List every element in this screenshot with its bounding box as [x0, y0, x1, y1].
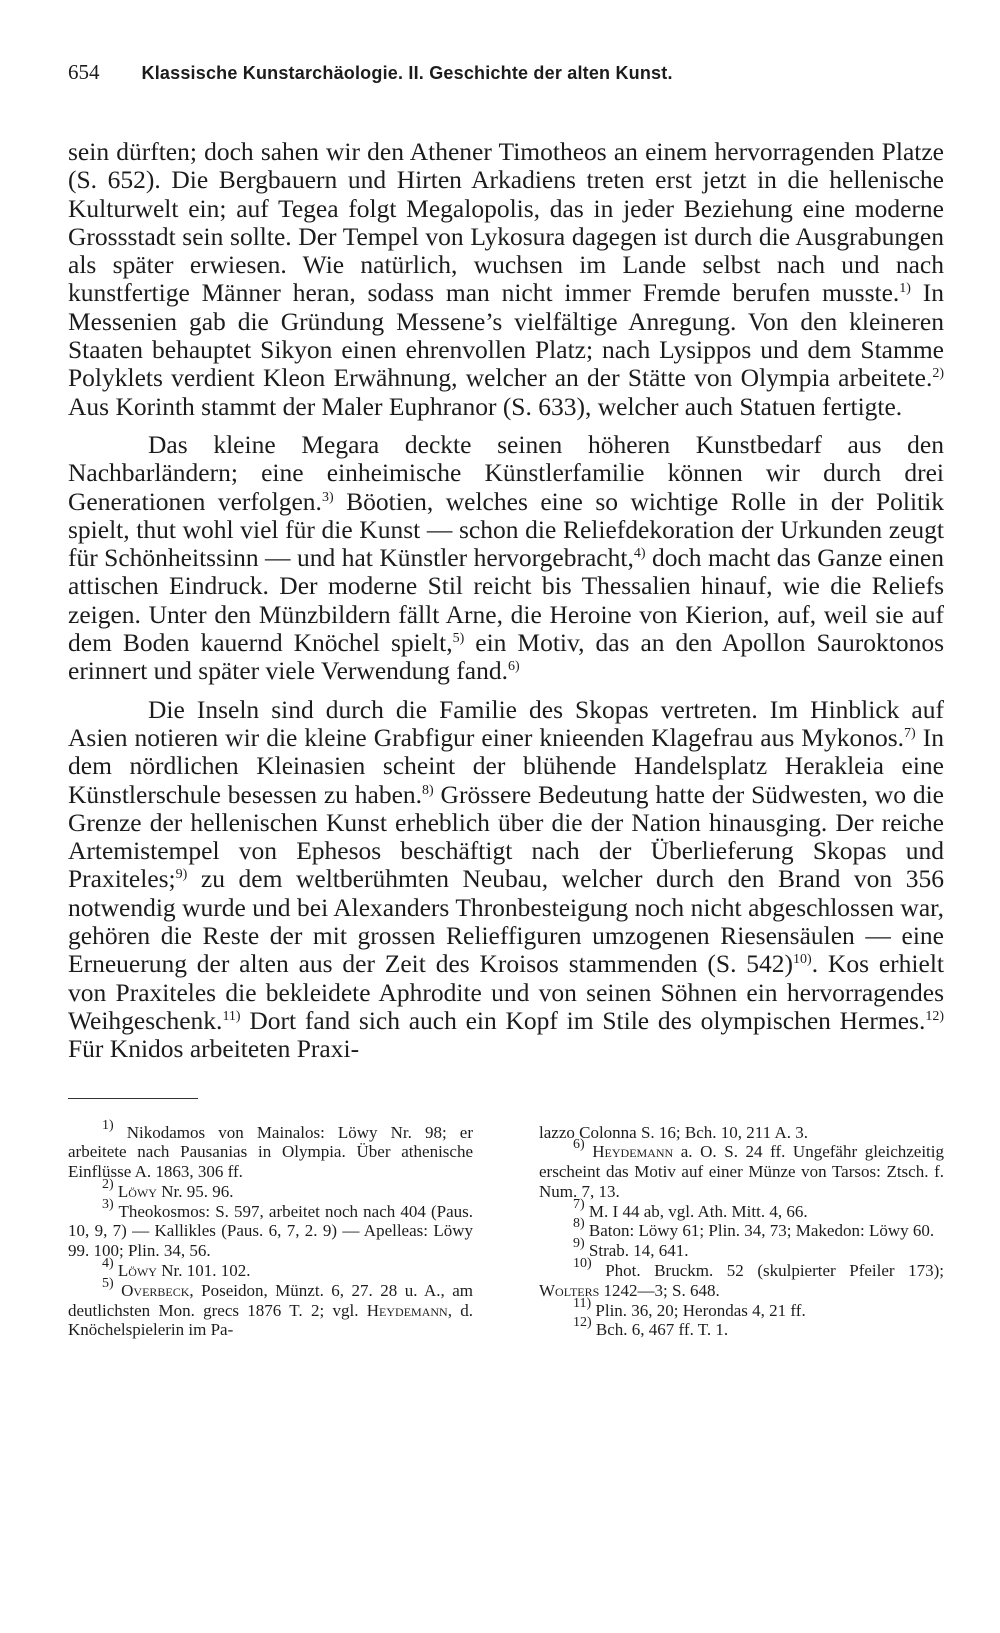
- footnote-text: M. I 44 ab, vgl. Ath. Mitt. 4, 66.: [584, 1201, 808, 1221]
- text-run: Für Knidos arbeiteten Praxi-: [68, 1034, 360, 1064]
- text-run: Grössere Bedeutung hatte der Südwesten, wo die Grenze der hellenischen Kunst erheblich über die der Nation hinausging. Der reiche Artemistempel von Ephesos beschäftigt nach der Überlieferung Skopas und Praxiteles;: [68, 779, 944, 894]
- page-number: 654: [68, 60, 100, 84]
- paragraph-3: [68, 696, 944, 1064]
- running-head: Klassische Kunstarchäologie. II. Geschichte der alten Kunst.: [141, 63, 673, 83]
- footnote-text: Plin. 36, 20; Herondas 4, 21 ff.: [591, 1300, 806, 1320]
- footnote-text: Theokosmos: S. 597, arbeitet noch nach 404 (Paus. 10, 9, 7) — Kallikles (Paus. 6, 7, 2. 9) — Apelleas: Löwy 99. 100; Plin. 34, 56.: [68, 1201, 473, 1261]
- footnote-mark: 12): [573, 1315, 592, 1331]
- footnote-text: Nr. 101. 102.: [156, 1261, 251, 1281]
- author-name: Heydemann: [592, 1142, 674, 1162]
- footnote-mark: 7): [573, 1196, 585, 1212]
- text-run: Aus Korinth stammt der Maler Euphranor (S. 633), welcher auch Statuen fertigte.: [68, 391, 903, 421]
- text-run: Böotien, welches eine so wichtige Rolle in der Politik spielt, thut wohl viel für die Kunst — schon die Reliefdekoration der Urkunden zeugt für Schönheitssinn — und hat Künstler hervorgebracht,: [68, 486, 944, 573]
- text-run: Die Inseln sind durch die Familie des Skopas vertreten. Im Hinblick auf Asien notieren wir die kleine Grabfigur einer knieenden Klagefrau aus Mykonos.: [68, 694, 944, 752]
- footnote-mark: 9): [573, 1236, 585, 1252]
- footnote-mark: 8): [573, 1216, 585, 1232]
- footnote-5: [68, 1275, 474, 1340]
- author-name: Overbeck: [121, 1280, 190, 1300]
- footnote-ref-1: 1): [899, 281, 911, 297]
- author-name: Löwy: [117, 1261, 157, 1281]
- main-text: [68, 138, 944, 1064]
- footnote-text: Nikodamos von Mainalos: Löwy Nr. 98; er arbeitete nach Pausanias in Olympia. Über athenische Einflüsse A. 1863, 306 ff.: [68, 1122, 473, 1182]
- author-name: Löwy: [117, 1181, 157, 1201]
- footnote-12: [539, 1315, 944, 1340]
- footnotes: [68, 1117, 944, 1341]
- footnote-2: [68, 1176, 473, 1202]
- text-run: zu dem weltberühmten Neubau, welcher durch den Brand von 356 notwendig wurde und bei Alexanders Thronbesteigung noch nicht abgeschlossen war, gehören die Reste der mit grossen Relieffiguren umzogenen Riesensäulen — eine Erneuerung der alten aus der Zeit des Kroisos stammenden (S. 542): [68, 864, 944, 979]
- footnote-text: , Poseidon, Münzt. 6, 27. 28 u. A., am deutlichsten Mon. grecs 1876 T. 2; vgl.: [68, 1280, 473, 1320]
- footnote-ref-2: 2): [932, 366, 944, 382]
- footnote-ref-9: 9): [175, 867, 188, 883]
- footnote-text: , d. Knöchelspielerin im Pa-: [68, 1300, 474, 1340]
- footnote-mark: 2): [102, 1176, 114, 1192]
- footnote-8: [539, 1216, 944, 1241]
- text-run: In Messenien gab die Gründung Messene’s vielfältige Anregung. Von den kleineren Staaten behauptet Sikyon einen ehrenvollen Platz; nach Lysippos und dem Stamme Polyklets verdient Kleon Erwähnung, welcher an der Stätte von Olympia arbeitete.: [68, 278, 944, 393]
- footnote-3: [68, 1196, 473, 1261]
- footnote-10: [539, 1256, 944, 1301]
- footnote-1: [68, 1117, 473, 1182]
- text-run: sein dürften; doch sahen wir den Athener Timotheos an einem hervorragenden Platze (S. 652). Die Bergbauern und Hirten Arkadiens treten erst jetzt in die hellenische Kulturwelt ein; auf Tegea folgt Megalopolis, das in jeder Beziehung eine moderne Grossstadt sein sollte. Der Tempel von Lykosura dagegen ist durch die Ausgrabungen als später erwiesen. Wie natürlich, wuchsen im Lande selbst nach und nach kunstfertige Männer heran, sodass man nicht immer Fremde berufen musste.: [68, 137, 944, 308]
- author-name: Wolters: [539, 1280, 600, 1300]
- footnote-ref-5: 5): [452, 631, 465, 647]
- footnote-text: Baton: Löwy 61; Plin. 34, 73; Makedon: Löwy 60.: [584, 1221, 935, 1241]
- footnote-mark: 6): [573, 1137, 585, 1153]
- footnote-11: [539, 1295, 944, 1321]
- footnote-mark: 4): [102, 1256, 114, 1272]
- footnote-ref-6: 6): [507, 659, 520, 675]
- footnote-text: Nr. 95. 96.: [156, 1181, 234, 1201]
- text-run: Dort fand sich auch ein Kopf im Stile des olympischen Hermes.: [240, 1005, 926, 1035]
- footnote-ref-3: 3): [321, 489, 334, 505]
- footnote-mark: 5): [102, 1275, 114, 1291]
- document-page: [68, 60, 944, 1600]
- paragraph-2: [68, 431, 944, 686]
- footnote-text: Phot. Bruckm. 52 (skulpierter Pfeiler 173);: [591, 1261, 944, 1281]
- footnote-column-left: [68, 1117, 474, 1341]
- footnote-mark: 11): [573, 1295, 592, 1311]
- text-run: In dem nördlichen Kleinasien scheint der blühende Handelsplatz Herakleia eine Künstlerschule besessen zu haben.: [68, 722, 945, 809]
- text-run: Das kleine Megara deckte seinen höheren Kunstbedarf aus den Nachbarländern; eine einheimische Künstlerfamilie können wir durch drei Generationen verfolgen.: [68, 429, 944, 516]
- footnote-7: [539, 1196, 944, 1222]
- footnote-text: a. O. S. 24 ff. Ungefähr gleichzeitig erscheint das Motiv auf einer Münze von Tarsos: Ztsch. f. Num. 7, 13.: [539, 1142, 944, 1201]
- paragraph-1: [68, 138, 944, 421]
- page-header: [68, 60, 944, 98]
- footnote-ref-11: 11): [222, 1008, 241, 1024]
- author-name: Heydemann: [366, 1300, 448, 1320]
- footnote-column-right: [539, 1123, 944, 1341]
- text-run: ein Motiv, das an den Apollon Sauroktonos erinnert und später viele Verwendung fand.: [68, 628, 944, 686]
- text-run: doch macht das Ganze einen attischen Eindruck. Der moderne Stil reicht bis Thessalien hinauf, wie die Reliefs zeigen. Unter den Münzbildern fällt Arne, die Heroine von Kierion, auf, weil sie auf dem Boden kauernd Knöchel spielt,: [68, 543, 944, 658]
- footnote-divider: [68, 1098, 198, 1099]
- footnote-mark: 10): [573, 1256, 592, 1272]
- text-run: . Kos erhielt von Praxiteles die bekleidete Aphrodite und von seinen Söhnen ein hervorragendes Weihgeschenk.: [68, 949, 944, 1035]
- footnote-ref-8: 8): [422, 782, 434, 798]
- footnote-6: [539, 1137, 944, 1201]
- footnote-ref-4: 4): [633, 546, 646, 562]
- footnote-text: 1242—3; S. 648.: [599, 1280, 720, 1300]
- footnote-4: [68, 1256, 473, 1281]
- footnote-ref-12: 12): [925, 1008, 944, 1024]
- footnote-mark: 1): [102, 1117, 114, 1133]
- footnote-9: [539, 1236, 944, 1261]
- footnote-5-continuation: lazzo Colonna S. 16; Bch. 10, 211 A. 3.: [539, 1122, 808, 1142]
- footnote-ref-7: 7): [904, 725, 916, 741]
- footnote-ref-10: 10): [793, 952, 812, 968]
- footnote-mark: 3): [102, 1196, 114, 1212]
- footnote-text: Bch. 6, 467 ff. T. 1.: [591, 1320, 729, 1340]
- footnote-text: Strab. 14, 641.: [584, 1241, 689, 1261]
